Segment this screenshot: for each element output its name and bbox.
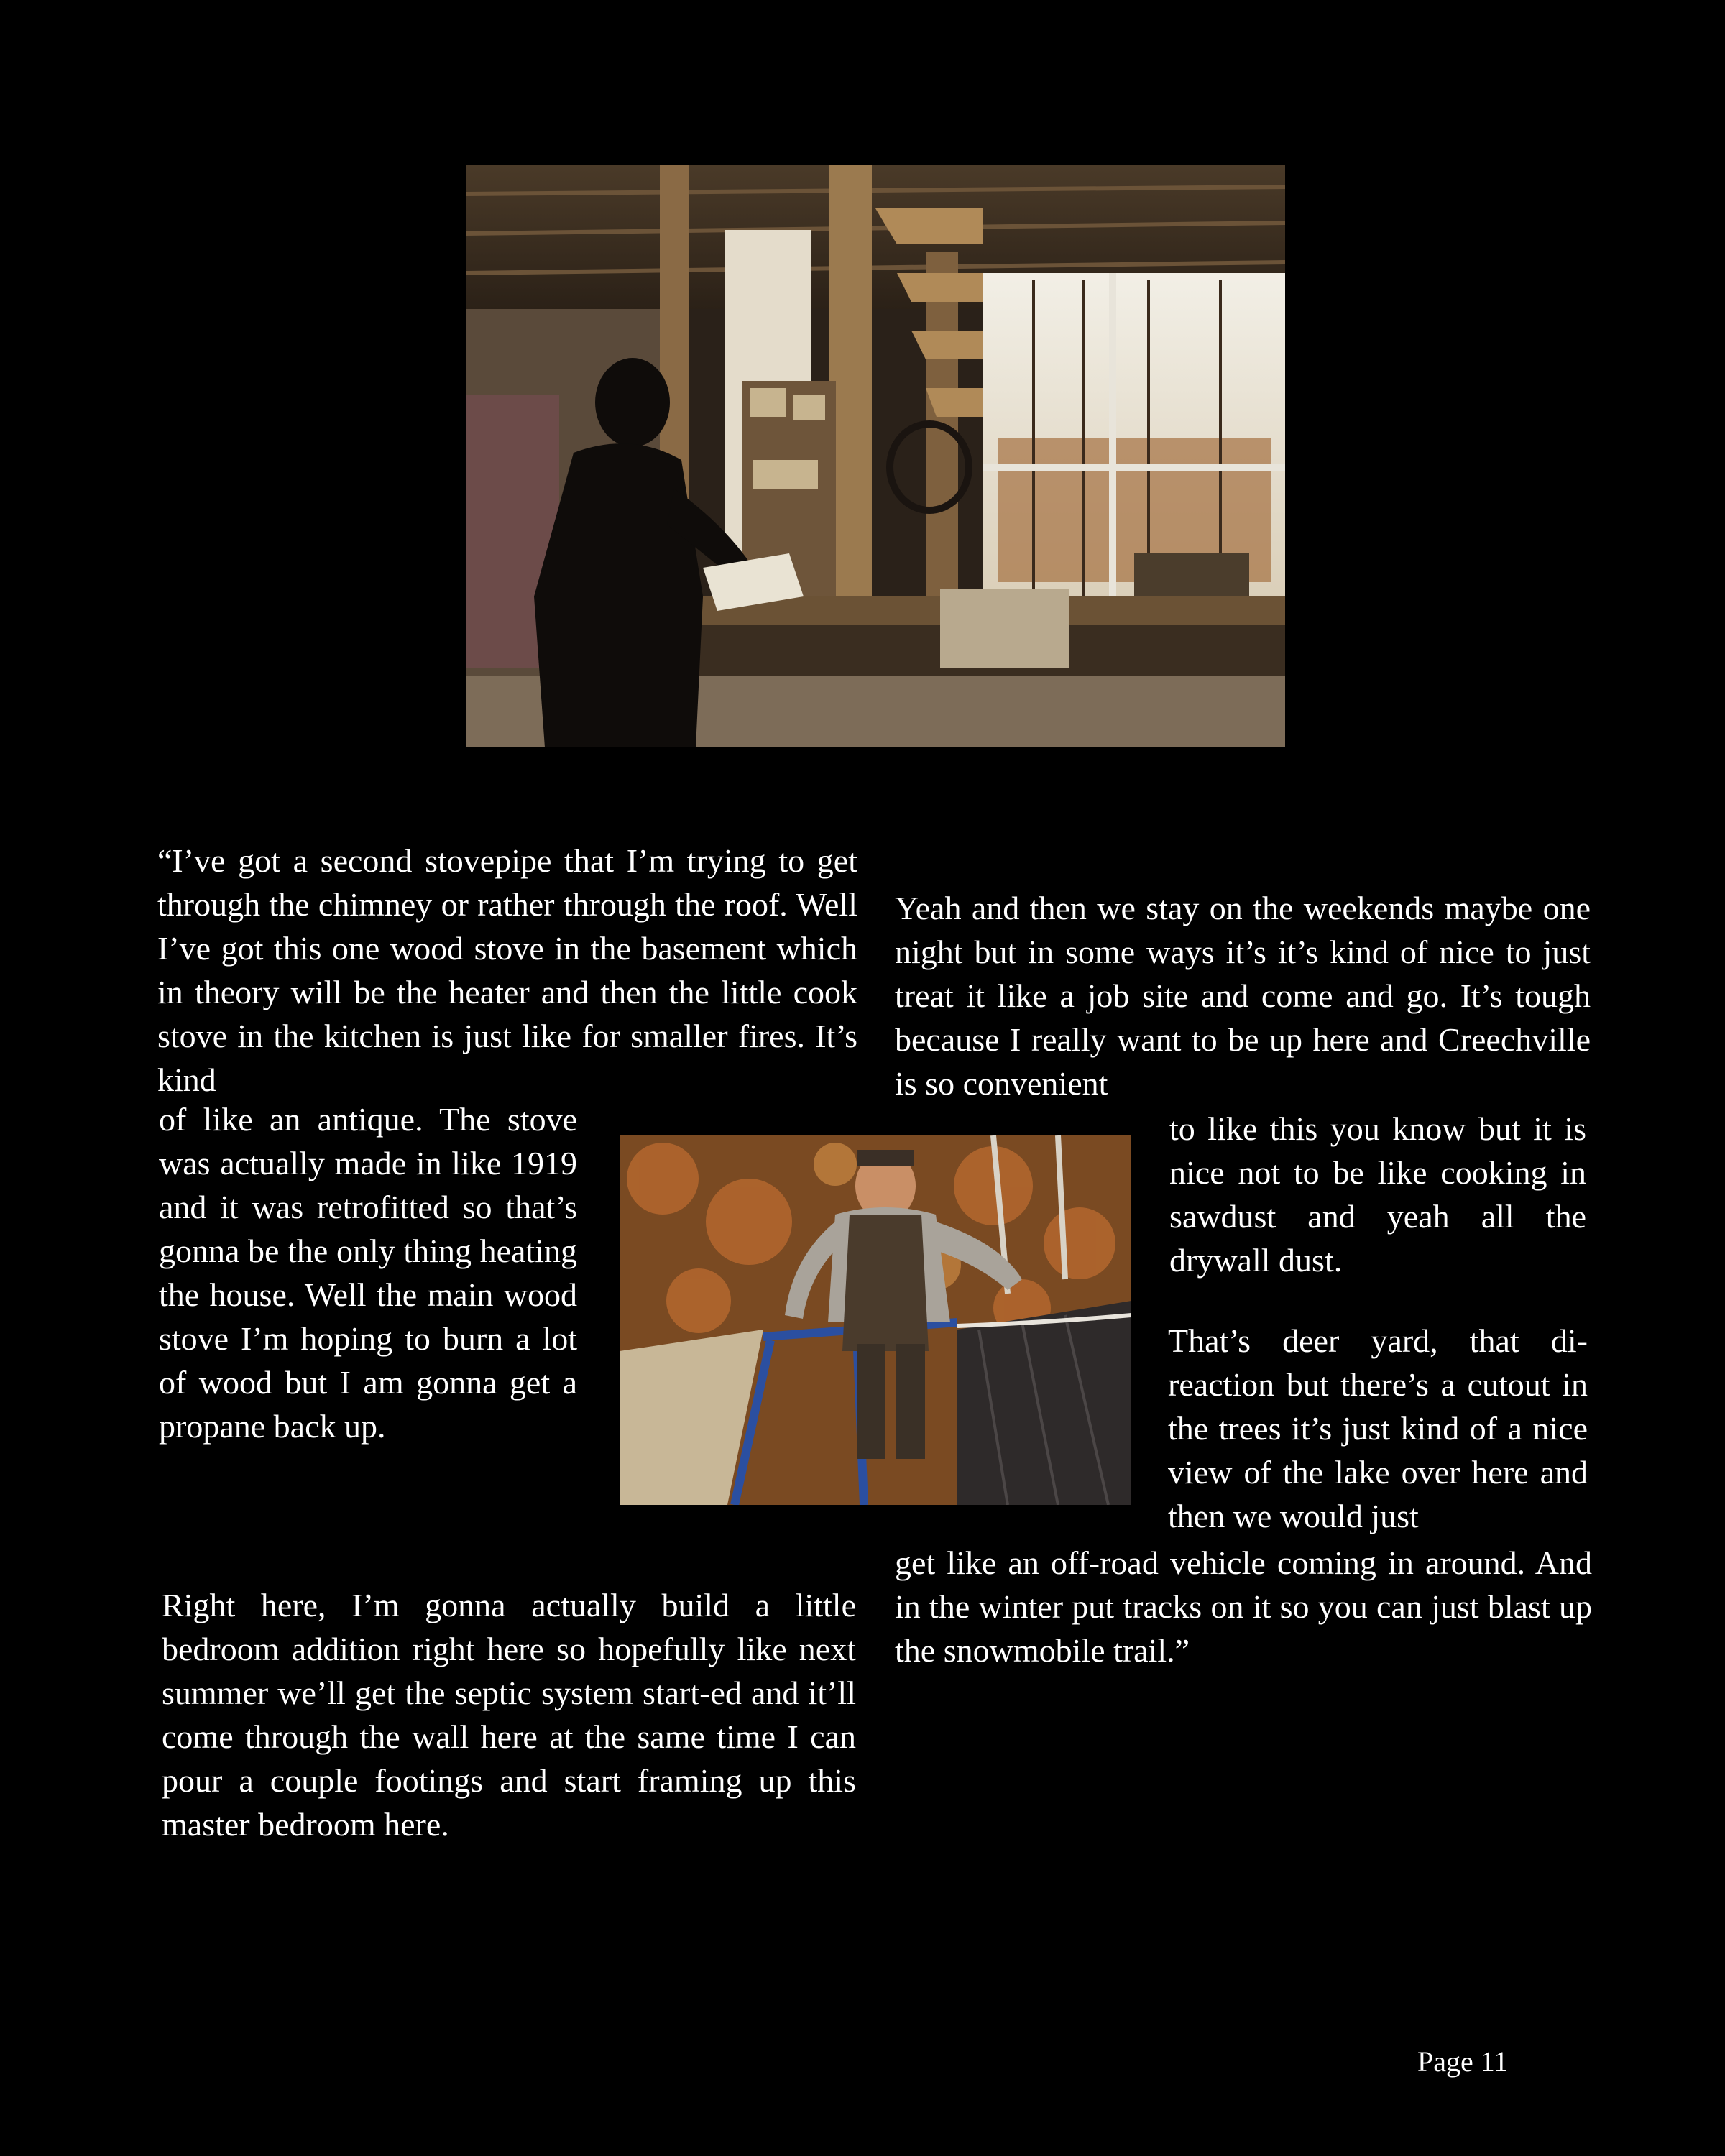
left-paragraph-1: “I’ve got a second stovepipe that I’m trying to get through the chimney or rather through the roof. Well I’ve got this one wood stove in the basement which in theory will be the heater and then the little cook stove in the kitchen is just like for smaller fires. It’s kind [157, 842, 857, 1098]
right-paragraph-1: Yeah and then we stay on the weekends maybe one night but in some ways it’s it’s kind of nice to just treat it like a job site and come and go. It’s tough because I really want to be up here and Creechville is so convenient [895, 890, 1591, 1102]
workshop-photo [466, 165, 1285, 747]
right-paragraph-1-continued: to like this you know but it is nice not to be like cooking in sawdust and yeah all the drywall dust. [1169, 1110, 1586, 1279]
left-paragraph-2: Right here, I’m gonna actually build a little bedroom addition right here so hopefully like next summer we’ll get the septic system start-ed and it’ll come through the wall here at the same time I can pour a couple footings and start framing up this master bedroom here. [162, 1587, 856, 1843]
roof-photo [620, 1135, 1131, 1505]
left-paragraph-1-continued: of like an antique. The stove was actually made in like 1919 and it was retrofitted so that’s gonna be the only thing heating the house. Well the main wood stove I’m hoping to burn a lot of wood but I am gonna get a propane back up. [159, 1101, 577, 1445]
right-paragraph-2: That’s deer yard, that di-reaction but there’s a cutout in the trees it’s just kind of a nice view of the lake over here and then we would just [1168, 1322, 1588, 1534]
page-number: Page 11 [1417, 2045, 1509, 2078]
right-paragraph-2-continued: get like an off-road vehicle coming in around. And in the winter put tracks on it so you can just blast up the snowmobile trail.” [895, 1544, 1592, 1669]
